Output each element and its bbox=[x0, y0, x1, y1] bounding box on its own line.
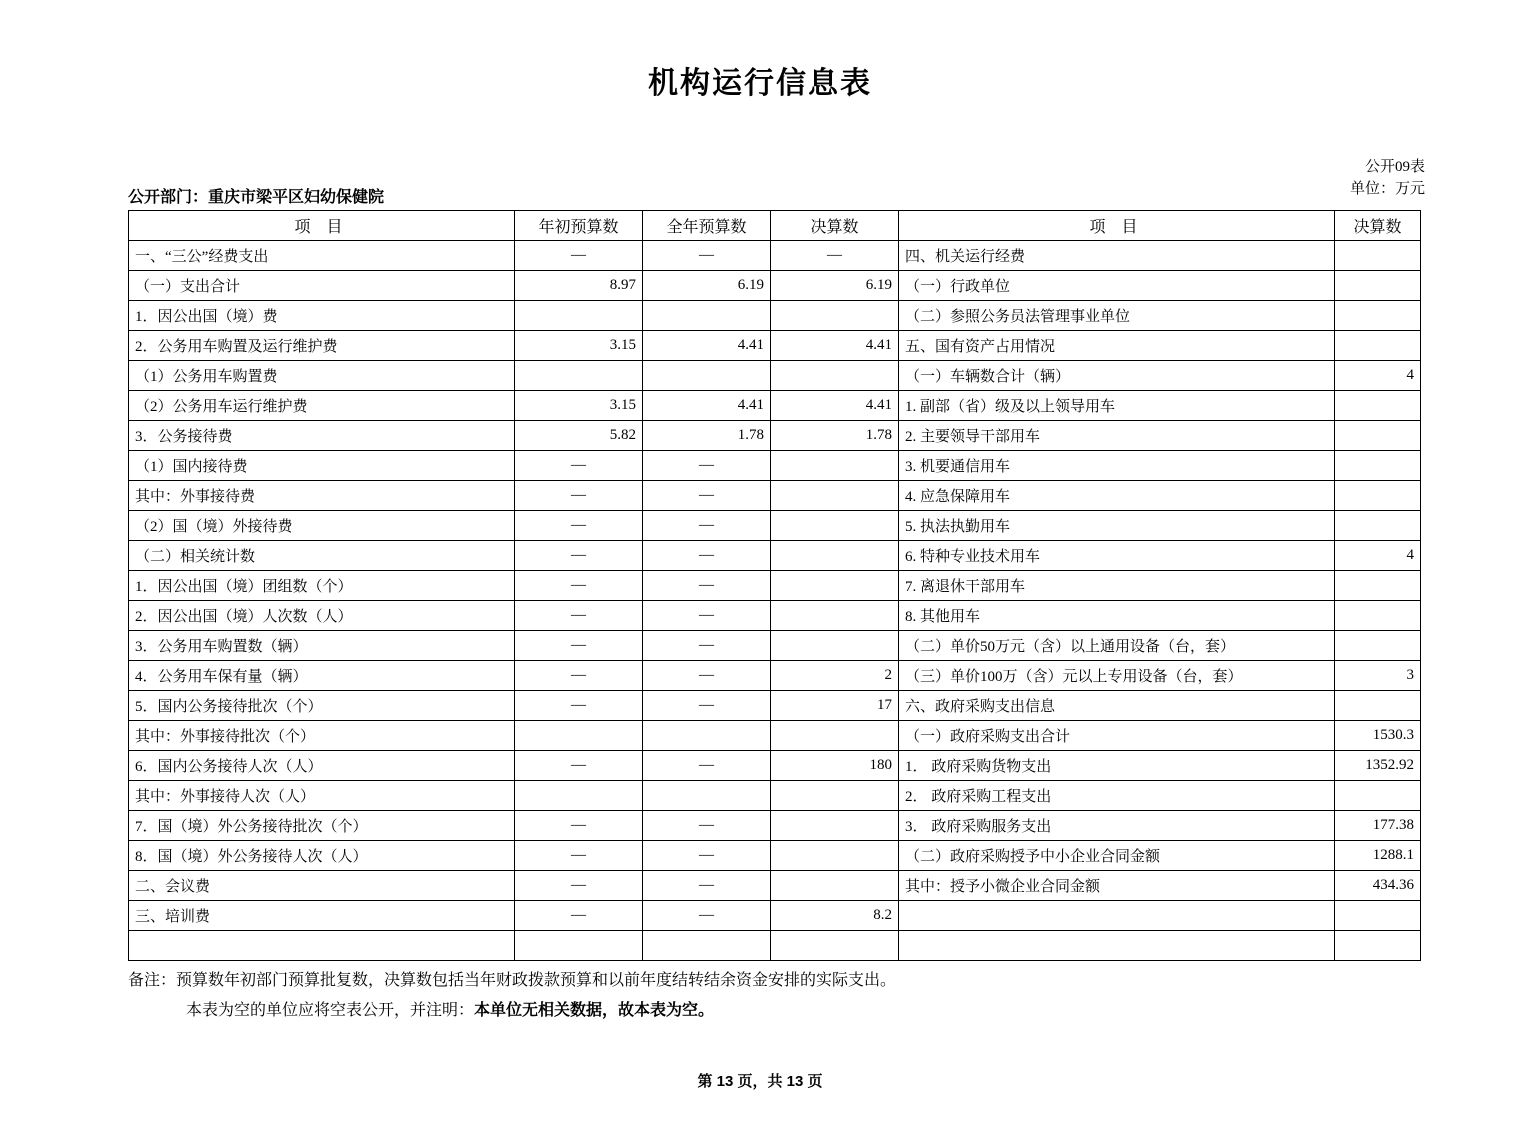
left-value-final bbox=[771, 841, 899, 871]
table-row bbox=[129, 841, 1421, 871]
left-item-label: 2．公务用车购置及运行维护费 bbox=[129, 331, 515, 361]
document-meta-right bbox=[1350, 156, 1425, 200]
table-row bbox=[129, 361, 1421, 391]
right-value-final bbox=[1335, 451, 1421, 481]
left-item-label: 8．国（境）外公务接待人次（人） bbox=[129, 841, 515, 871]
left-value-begin bbox=[515, 721, 643, 751]
left-value-final: 8.2 bbox=[771, 901, 899, 931]
left-value-final bbox=[771, 871, 899, 901]
left-value-begin: 8.97 bbox=[515, 271, 643, 301]
left-value-year: 4.41 bbox=[643, 391, 771, 421]
table-row bbox=[129, 871, 1421, 901]
left-item-label bbox=[129, 931, 515, 961]
right-value-final bbox=[1335, 331, 1421, 361]
left-value-year: — bbox=[643, 541, 771, 571]
left-value-begin: 3.15 bbox=[515, 331, 643, 361]
right-value-final bbox=[1335, 421, 1421, 451]
left-value-begin: — bbox=[515, 241, 643, 271]
table-row bbox=[129, 751, 1421, 781]
right-item-label: （一）政府采购支出合计 bbox=[899, 721, 1335, 751]
left-item-label: （1）公务用车购置费 bbox=[129, 361, 515, 391]
left-value-begin: — bbox=[515, 451, 643, 481]
right-item-label: 1. 副部（省）级及以上领导用车 bbox=[899, 391, 1335, 421]
right-value-final bbox=[1335, 631, 1421, 661]
unit-label: 单位：万元 bbox=[1349, 181, 1425, 197]
right-item-label: （一）行政单位 bbox=[899, 271, 1335, 301]
right-item-label: 6. 特种专业技术用车 bbox=[899, 541, 1335, 571]
table-row bbox=[129, 781, 1421, 811]
left-item-label: 3．公务用车购置数（辆） bbox=[129, 631, 515, 661]
left-value-final bbox=[771, 511, 899, 541]
department-line: 公开部门：重庆市梁平区妇幼保健院 bbox=[128, 189, 385, 206]
table-row bbox=[129, 451, 1421, 481]
table-row bbox=[129, 391, 1421, 421]
right-value-final: 3 bbox=[1335, 661, 1421, 691]
left-value-year: — bbox=[643, 871, 771, 901]
left-value-year: — bbox=[643, 481, 771, 511]
left-value-final bbox=[771, 721, 899, 751]
left-item-label: （2）国（境）外接待费 bbox=[129, 511, 515, 541]
left-value-year bbox=[643, 361, 771, 391]
left-value-final: 180 bbox=[771, 751, 899, 781]
left-item-label: 7．国（境）外公务接待批次（个） bbox=[129, 811, 515, 841]
right-item-label bbox=[899, 901, 1335, 931]
left-value-year: — bbox=[643, 661, 771, 691]
left-value-begin bbox=[515, 931, 643, 961]
left-value-begin: — bbox=[515, 541, 643, 571]
table-row bbox=[129, 661, 1421, 691]
left-value-year bbox=[643, 781, 771, 811]
left-value-begin: — bbox=[515, 481, 643, 511]
left-item-label: 1．因公出国（境）团组数（个） bbox=[129, 571, 515, 601]
left-value-begin: — bbox=[515, 871, 643, 901]
right-item-label: 3． 政府采购服务支出 bbox=[899, 811, 1335, 841]
left-item-label: （一）支出合计 bbox=[129, 271, 515, 301]
left-value-final bbox=[771, 811, 899, 841]
note-line-1: 备注：预算数年初部门预算批复数，决算数包括当年财政拨款预算和以前年度结转结余资金安排的实际支出。 bbox=[128, 972, 897, 989]
col-header-right-item: 项 目 bbox=[899, 211, 1335, 241]
table-row bbox=[129, 271, 1421, 301]
budget-table bbox=[128, 210, 1421, 961]
table-row bbox=[129, 571, 1421, 601]
right-value-final: 1530.3 bbox=[1335, 721, 1421, 751]
col-header-year-budget: 全年预算数 bbox=[643, 211, 771, 241]
left-value-begin: — bbox=[515, 811, 643, 841]
left-value-final bbox=[771, 541, 899, 571]
left-item-label: 2．因公出国（境）人次数（人） bbox=[129, 601, 515, 631]
left-value-begin: — bbox=[515, 841, 643, 871]
left-item-label: （2）公务用车运行维护费 bbox=[129, 391, 515, 421]
page-footer: 第 13 页，共 13 页 bbox=[697, 1073, 823, 1090]
col-header-final: 决算数 bbox=[771, 211, 899, 241]
right-item-label: 2． 政府采购工程支出 bbox=[899, 781, 1335, 811]
document-page bbox=[0, 58, 1520, 1132]
left-value-year: — bbox=[643, 601, 771, 631]
left-value-year bbox=[643, 721, 771, 751]
form-code: 公开09表 bbox=[1364, 159, 1425, 175]
left-value-year: — bbox=[643, 841, 771, 871]
left-item-label: 3．公务接待费 bbox=[129, 421, 515, 451]
table-row bbox=[129, 721, 1421, 751]
left-value-year: — bbox=[643, 691, 771, 721]
right-item-label: （三）单价100万（含）元以上专用设备（台，套） bbox=[899, 661, 1335, 691]
left-value-final bbox=[771, 571, 899, 601]
right-value-final bbox=[1335, 391, 1421, 421]
left-value-begin: — bbox=[515, 691, 643, 721]
right-value-final bbox=[1335, 301, 1421, 331]
page-title: 机构运行信息表 bbox=[648, 67, 872, 100]
budget-table-container bbox=[128, 210, 1420, 961]
note-line-2-emphasis: 本单位无相关数据，故本表为空。 bbox=[474, 1002, 715, 1019]
note-line-2 bbox=[128, 996, 1428, 1026]
left-value-final bbox=[771, 451, 899, 481]
left-item-label: （二）相关统计数 bbox=[129, 541, 515, 571]
left-value-year: — bbox=[643, 511, 771, 541]
left-value-year: 1.78 bbox=[643, 421, 771, 451]
left-value-final bbox=[771, 301, 899, 331]
left-item-label: 二、会议费 bbox=[129, 871, 515, 901]
right-value-final bbox=[1335, 781, 1421, 811]
left-item-label: 三、培训费 bbox=[129, 901, 515, 931]
col-header-left-item: 项 目 bbox=[129, 211, 515, 241]
right-item-label: 1． 政府采购货物支出 bbox=[899, 751, 1335, 781]
left-item-label: 其中：外事接待费 bbox=[129, 481, 515, 511]
left-value-final: 17 bbox=[771, 691, 899, 721]
left-value-year: 4.41 bbox=[643, 331, 771, 361]
right-value-final: 1352.92 bbox=[1335, 751, 1421, 781]
left-value-year: — bbox=[643, 241, 771, 271]
left-value-final: 1.78 bbox=[771, 421, 899, 451]
table-row bbox=[129, 691, 1421, 721]
right-item-label: 四、机关运行经费 bbox=[899, 241, 1335, 271]
right-item-label: 3. 机要通信用车 bbox=[899, 451, 1335, 481]
left-value-year: — bbox=[643, 751, 771, 781]
table-row bbox=[129, 331, 1421, 361]
left-value-begin bbox=[515, 301, 643, 331]
table-row bbox=[129, 811, 1421, 841]
left-item-label: （1）国内接待费 bbox=[129, 451, 515, 481]
right-value-final: 1288.1 bbox=[1335, 841, 1421, 871]
right-value-final bbox=[1335, 601, 1421, 631]
table-row bbox=[129, 541, 1421, 571]
left-value-year: 6.19 bbox=[643, 271, 771, 301]
left-value-year bbox=[643, 301, 771, 331]
table-row bbox=[129, 931, 1421, 961]
left-value-final: — bbox=[771, 241, 899, 271]
left-value-final bbox=[771, 601, 899, 631]
right-item-label: 五、国有资产占用情况 bbox=[899, 331, 1335, 361]
left-value-begin: 5.82 bbox=[515, 421, 643, 451]
right-value-final bbox=[1335, 691, 1421, 721]
right-value-final bbox=[1335, 901, 1421, 931]
table-header-row bbox=[129, 211, 1421, 241]
left-value-begin bbox=[515, 361, 643, 391]
right-item-label: 5. 执法执勤用车 bbox=[899, 511, 1335, 541]
table-row bbox=[129, 301, 1421, 331]
left-item-label: 其中：外事接待批次（个） bbox=[129, 721, 515, 751]
left-value-final bbox=[771, 781, 899, 811]
left-value-begin: — bbox=[515, 661, 643, 691]
right-value-final: 434.36 bbox=[1335, 871, 1421, 901]
table-row bbox=[129, 631, 1421, 661]
note-line-2-prefix: 本表为空的单位应将空表公开，并注明： bbox=[186, 1002, 475, 1019]
right-item-label: （二）单价50万元（含）以上通用设备（台，套） bbox=[899, 631, 1335, 661]
right-value-final bbox=[1335, 511, 1421, 541]
right-value-final: 4 bbox=[1335, 541, 1421, 571]
left-value-year: — bbox=[643, 451, 771, 481]
right-item-label: 2. 主要领导干部用车 bbox=[899, 421, 1335, 451]
right-item-label bbox=[899, 931, 1335, 961]
col-header-begin-budget: 年初预算数 bbox=[515, 211, 643, 241]
left-value-final bbox=[771, 481, 899, 511]
right-item-label: （二）政府采购授予中小企业合同金额 bbox=[899, 841, 1335, 871]
left-value-begin: — bbox=[515, 511, 643, 541]
right-value-final bbox=[1335, 931, 1421, 961]
left-value-year bbox=[643, 931, 771, 961]
table-body bbox=[129, 241, 1421, 961]
right-value-final bbox=[1335, 271, 1421, 301]
left-value-final bbox=[771, 361, 899, 391]
right-value-final bbox=[1335, 241, 1421, 271]
left-value-begin: 3.15 bbox=[515, 391, 643, 421]
right-item-label: 4. 应急保障用车 bbox=[899, 481, 1335, 511]
left-value-final: 6.19 bbox=[771, 271, 899, 301]
left-value-final bbox=[771, 631, 899, 661]
right-item-label: 六、政府采购支出信息 bbox=[899, 691, 1335, 721]
right-item-label: 7. 离退休干部用车 bbox=[899, 571, 1335, 601]
left-item-label: 一、“三公”经费支出 bbox=[129, 241, 515, 271]
notes-block bbox=[128, 966, 1428, 1026]
left-value-final bbox=[771, 931, 899, 961]
right-item-label: （二）参照公务员法管理事业单位 bbox=[899, 301, 1335, 331]
right-value-final: 177.38 bbox=[1335, 811, 1421, 841]
right-item-label: 其中：授予小微企业合同金额 bbox=[899, 871, 1335, 901]
left-item-label: 6．国内公务接待人次（人） bbox=[129, 751, 515, 781]
right-value-final bbox=[1335, 481, 1421, 511]
table-row bbox=[129, 421, 1421, 451]
left-value-final: 2 bbox=[771, 661, 899, 691]
table-row bbox=[129, 241, 1421, 271]
left-item-label: 1．因公出国（境）费 bbox=[129, 301, 515, 331]
left-value-final: 4.41 bbox=[771, 331, 899, 361]
left-item-label: 5．国内公务接待批次（个） bbox=[129, 691, 515, 721]
left-value-begin: — bbox=[515, 631, 643, 661]
right-item-label: （一）车辆数合计（辆） bbox=[899, 361, 1335, 391]
table-row bbox=[129, 601, 1421, 631]
table-row bbox=[129, 481, 1421, 511]
col-header-final-right: 决算数 bbox=[1335, 211, 1421, 241]
table-row bbox=[129, 901, 1421, 931]
left-item-label: 其中：外事接待人次（人） bbox=[129, 781, 515, 811]
right-value-final: 4 bbox=[1335, 361, 1421, 391]
left-value-year: — bbox=[643, 901, 771, 931]
left-value-begin: — bbox=[515, 751, 643, 781]
left-value-begin: — bbox=[515, 571, 643, 601]
right-item-label: 8. 其他用车 bbox=[899, 601, 1335, 631]
left-value-year: — bbox=[643, 571, 771, 601]
left-value-begin bbox=[515, 781, 643, 811]
left-value-year: — bbox=[643, 811, 771, 841]
left-value-begin: — bbox=[515, 601, 643, 631]
left-item-label: 4．公务用车保有量（辆） bbox=[129, 661, 515, 691]
left-value-final: 4.41 bbox=[771, 391, 899, 421]
right-value-final bbox=[1335, 571, 1421, 601]
table-row bbox=[129, 511, 1421, 541]
left-value-begin: — bbox=[515, 901, 643, 931]
left-value-year: — bbox=[643, 631, 771, 661]
